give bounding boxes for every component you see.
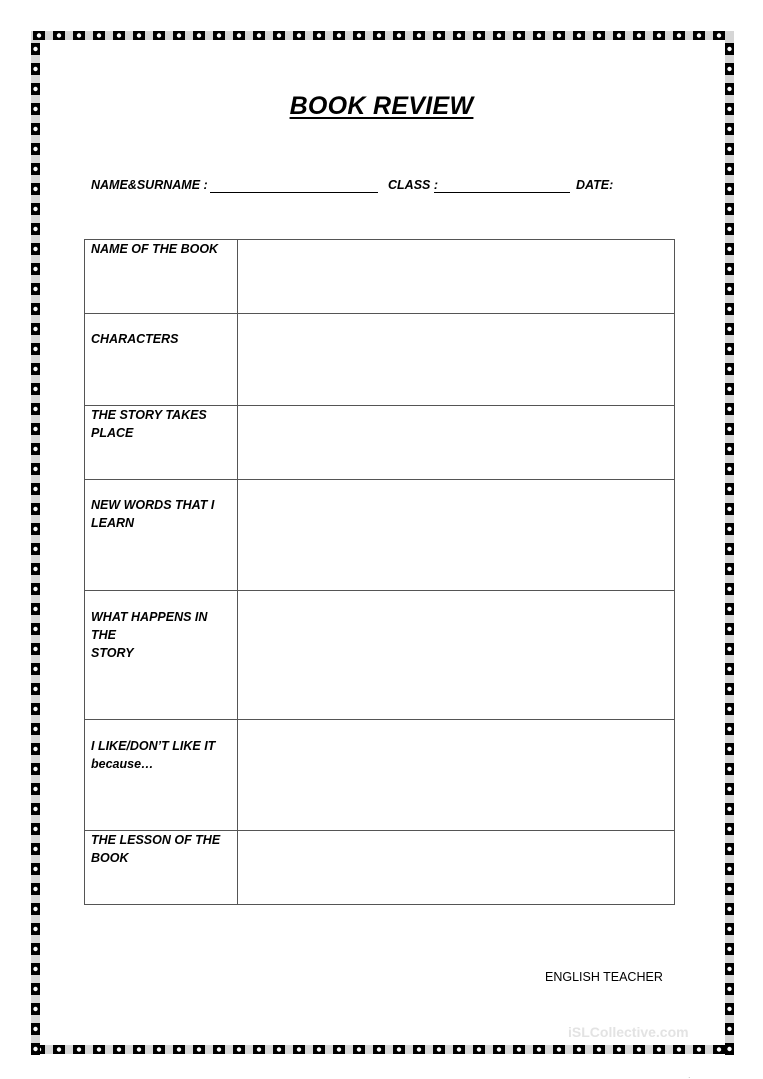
border-dot: [657, 1047, 661, 1051]
new-words-answer-cell[interactable]: [238, 480, 675, 591]
border-dot: [77, 33, 81, 37]
border-dot: [33, 887, 37, 891]
what-happens-label-line-1: WHAT HAPPENS IN THE: [91, 610, 208, 642]
border-dot: [157, 33, 161, 37]
border-dot: [727, 687, 731, 691]
border-dot: [727, 947, 731, 951]
border-dot: [377, 33, 381, 37]
border-dot: [727, 707, 731, 711]
border-dot: [237, 1047, 241, 1051]
row-what-happens: [85, 591, 675, 720]
border-dot: [33, 327, 37, 331]
lesson-label-line-1: THE LESSON OF THE: [91, 833, 221, 847]
border-dot: [33, 427, 37, 431]
border-dot: [727, 1047, 731, 1051]
border-dot: [33, 207, 37, 211]
border-dot: [117, 1047, 121, 1051]
border-dot: [57, 33, 61, 37]
border-dot: [397, 1047, 401, 1051]
border-dot: [497, 33, 501, 37]
border-dot: [727, 167, 731, 171]
border-dot: [97, 33, 101, 37]
border-dot: [577, 33, 581, 37]
border-dot: [437, 1047, 441, 1051]
border-dot: [33, 627, 37, 631]
border-dot: [727, 507, 731, 511]
border-dot: [637, 33, 641, 37]
border-dot: [727, 287, 731, 291]
name-surname-field-line[interactable]: [210, 192, 378, 193]
border-dot: [33, 747, 37, 751]
like-dislike-label-line-2: because…: [91, 757, 154, 771]
border-dot: [557, 33, 561, 37]
border-dot: [217, 33, 221, 37]
border-dot: [727, 67, 731, 71]
border-dot: [117, 33, 121, 37]
border-dot: [437, 33, 441, 37]
name-surname-label: NAME&SURNAME :: [91, 178, 208, 192]
border-dot: [417, 1047, 421, 1051]
what-happens-answer-cell[interactable]: [238, 591, 675, 720]
border-dot: [33, 1047, 37, 1051]
review-table: [84, 239, 675, 905]
border-dot: [727, 267, 731, 271]
border-dot: [33, 227, 37, 231]
border-dot: [197, 1047, 201, 1051]
border-dot: [727, 807, 731, 811]
border-dot: [537, 1047, 541, 1051]
like-dislike-label-line-1: I LIKE/DON’T LIKE IT: [91, 739, 216, 753]
border-dot: [33, 47, 37, 51]
border-dot: [33, 187, 37, 191]
book-name-answer-cell[interactable]: [238, 240, 675, 314]
border-dot: [33, 767, 37, 771]
border-dot: [697, 1047, 701, 1051]
border-dot: [33, 367, 37, 371]
border-dot: [33, 147, 37, 151]
class-label: CLASS :: [388, 178, 438, 192]
story-place-answer-cell[interactable]: [238, 406, 675, 480]
border-dot: [257, 33, 261, 37]
new-words-label-line-2: LEARN: [91, 516, 135, 530]
row-book-name: [85, 240, 675, 314]
border-dot: [727, 427, 731, 431]
border-dot: [517, 33, 521, 37]
border-dot: [727, 147, 731, 151]
border-dot: [727, 207, 731, 211]
border-dot: [33, 307, 37, 311]
border-dot: [727, 867, 731, 871]
border-dot: [33, 807, 37, 811]
lesson-label-line-2: BOOK: [91, 851, 129, 865]
border-dot: [33, 847, 37, 851]
border-dot: [727, 827, 731, 831]
class-field-line[interactable]: [434, 192, 570, 193]
border-dot: [33, 707, 37, 711]
border-dot: [337, 1047, 341, 1051]
story-place-label-line-2: PLACE: [91, 426, 134, 440]
row-new-words: [85, 480, 675, 591]
border-dot: [727, 447, 731, 451]
border-dot: [727, 467, 731, 471]
border-dot: [727, 547, 731, 551]
what-happens-label-line-2: STORY: [91, 646, 134, 660]
story-place-label-line-1: THE STORY TAKES: [91, 408, 207, 422]
row-characters: [85, 314, 675, 406]
border-dot: [33, 587, 37, 591]
border-dot: [33, 967, 37, 971]
border-dot: [727, 527, 731, 531]
border-dot: [597, 33, 601, 37]
label-cell: [85, 831, 238, 905]
border-dot: [237, 33, 241, 37]
border-dot: [33, 667, 37, 671]
border-dot: [33, 1007, 37, 1011]
row-like-dislike: [85, 720, 675, 831]
border-dot: [33, 287, 37, 291]
border-dot: [37, 33, 41, 37]
border-dot: [33, 467, 37, 471]
border-dot: [57, 1047, 61, 1051]
border-dot: [727, 627, 731, 631]
border-dot: [277, 33, 281, 37]
border-dot: [517, 1047, 521, 1051]
border-dot: [597, 1047, 601, 1051]
characters-label: CHARACTERS: [91, 332, 179, 346]
border-dot: [77, 1047, 81, 1051]
border-dot: [727, 487, 731, 491]
lesson-answer-cell[interactable]: [238, 831, 675, 905]
border-dot: [33, 507, 37, 511]
border-dot: [727, 587, 731, 591]
border-dot: [727, 887, 731, 891]
border-dot: [677, 33, 681, 37]
border-dot: [727, 87, 731, 91]
border-dot: [33, 1027, 37, 1031]
border-dot: [657, 33, 661, 37]
border-dot: [377, 1047, 381, 1051]
border-dot: [727, 1027, 731, 1031]
border-dot: [727, 127, 731, 131]
border-dot: [617, 1047, 621, 1051]
border-dot: [727, 387, 731, 391]
border-dot: [727, 787, 731, 791]
border-dot: [727, 347, 731, 351]
row-story-place: [85, 406, 675, 480]
border-dot: [33, 647, 37, 651]
border-dot: [727, 907, 731, 911]
label-cell: [85, 720, 238, 831]
border-dot: [277, 1047, 281, 1051]
border-dot: [33, 827, 37, 831]
row-lesson: [85, 831, 675, 905]
border-dot: [33, 987, 37, 991]
book-name-label: NAME OF THE BOOK: [91, 242, 219, 256]
border-dot: [33, 947, 37, 951]
border-dot: [697, 33, 701, 37]
border-dot: [33, 87, 37, 91]
border-dot: [727, 727, 731, 731]
label-cell: [85, 406, 238, 480]
border-dot: [727, 927, 731, 931]
border-dot: [33, 67, 37, 71]
border-dot: [33, 787, 37, 791]
page-title: BOOK REVIEW: [289, 92, 474, 120]
border-dot: [177, 1047, 181, 1051]
border-dot: [397, 33, 401, 37]
border-dot: [33, 687, 37, 691]
border-dot: [727, 567, 731, 571]
site-watermark: iSLCollective.com: [568, 1024, 689, 1040]
border-dot: [617, 33, 621, 37]
border-dot: [637, 1047, 641, 1051]
border-dot: [33, 527, 37, 531]
border-dot: [727, 187, 731, 191]
border-dot: [317, 1047, 321, 1051]
border-dot: [357, 33, 361, 37]
border-dot: [33, 907, 37, 911]
border-dot: [33, 487, 37, 491]
border-dot: [357, 1047, 361, 1051]
border-dot: [537, 33, 541, 37]
label-cell: [85, 240, 238, 314]
border-dot: [33, 447, 37, 451]
label-cell: [85, 591, 238, 720]
label-cell: [85, 314, 238, 406]
border-dot: [497, 1047, 501, 1051]
border-dot: [727, 247, 731, 251]
border-dot: [33, 607, 37, 611]
border-dot: [33, 127, 37, 131]
border-dot: [33, 347, 37, 351]
border-dot: [33, 727, 37, 731]
border-dot: [727, 367, 731, 371]
border-dot: [727, 847, 731, 851]
border-dot: [677, 1047, 681, 1051]
border-dot: [727, 667, 731, 671]
border-dot: [727, 607, 731, 611]
border-dot: [257, 1047, 261, 1051]
border-dot: [317, 33, 321, 37]
label-cell: [85, 480, 238, 591]
border-dot: [717, 33, 721, 37]
border-dot: [33, 927, 37, 931]
date-label: DATE:: [576, 178, 614, 192]
border-dot: [727, 747, 731, 751]
border-dot: [157, 1047, 161, 1051]
border-dot: [33, 567, 37, 571]
border-dot: [197, 33, 201, 37]
border-dot: [457, 33, 461, 37]
new-words-label-line-1: NEW WORDS THAT I: [91, 498, 215, 512]
border-dot: [337, 33, 341, 37]
border-dot: [137, 1047, 141, 1051]
border-dot: [33, 867, 37, 871]
border-dot: [727, 227, 731, 231]
border-dot: [417, 33, 421, 37]
border-dot: [457, 1047, 461, 1051]
border-dot: [727, 967, 731, 971]
border-dot: [177, 33, 181, 37]
border-dot: [297, 1047, 301, 1051]
border-dot: [727, 327, 731, 331]
border-dot: [33, 547, 37, 551]
border-dot: [33, 407, 37, 411]
border-dot: [577, 1047, 581, 1051]
border-dot: [217, 1047, 221, 1051]
border-dot: [477, 1047, 481, 1051]
border-dot: [727, 647, 731, 651]
border-dot: [727, 987, 731, 991]
english-teacher-signature-label: ENGLISH TEACHER: [545, 970, 663, 984]
characters-answer-cell[interactable]: [238, 314, 675, 406]
border-dot: [477, 33, 481, 37]
border-dot: [33, 167, 37, 171]
border-dot: [727, 307, 731, 311]
border-dot: [137, 33, 141, 37]
border-dot: [727, 47, 731, 51]
page-speck: .: [688, 1070, 691, 1079]
border-dot: [727, 407, 731, 411]
border-dot: [33, 387, 37, 391]
like-dislike-answer-cell[interactable]: [238, 720, 675, 831]
border-dot: [33, 247, 37, 251]
border-dot: [33, 267, 37, 271]
border-dot: [557, 1047, 561, 1051]
border-dot: [727, 1007, 731, 1011]
border-dot: [727, 767, 731, 771]
border-dot: [97, 1047, 101, 1051]
border-dot: [297, 33, 301, 37]
border-dot: [717, 1047, 721, 1051]
